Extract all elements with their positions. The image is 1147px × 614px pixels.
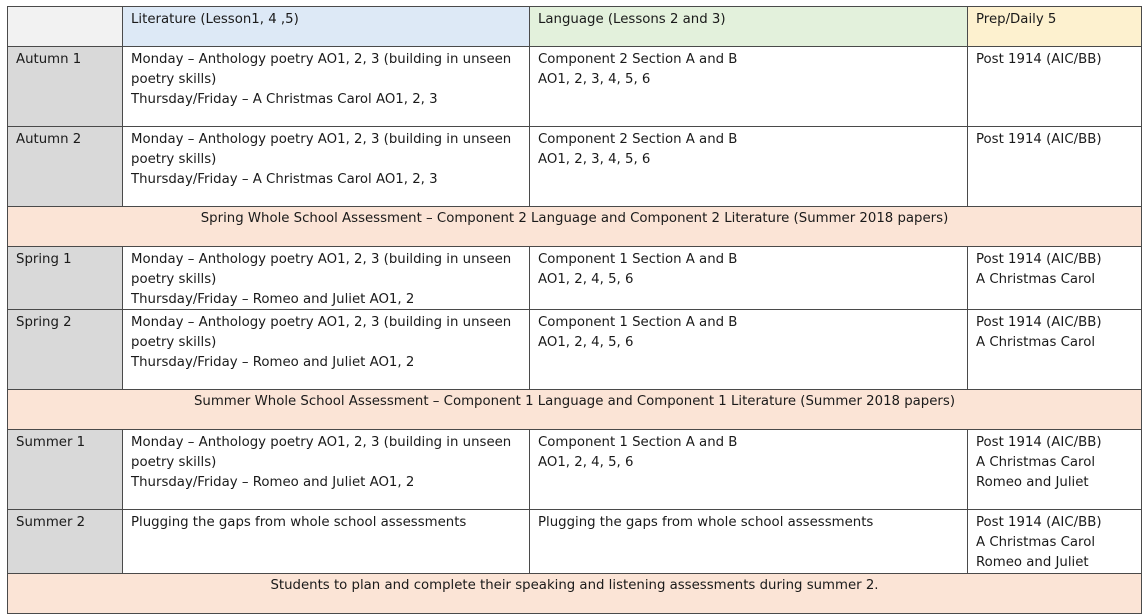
language-line: Component 1 Section A and B [538,315,738,331]
prep-cell [968,127,1142,207]
prep-line: Post 1914 (AIC/BB) [976,435,1102,451]
literature-line: Monday – Anthology poetry AO1, 2, 3 (building in unseen poetry skills) [131,132,512,167]
literature-line: Plugging the gaps from whole school assessments [131,515,467,531]
language-cell [530,510,968,573]
row-label: Summer 2 [8,510,123,573]
table-row [8,430,1142,510]
header-prep: Prep/Daily 5 [968,7,1142,47]
assessment-banner-row [8,207,1142,247]
literature-line: Thursday/Friday – A Christmas Carol AO1, 2, 3 [131,91,438,107]
prep-line: A Christmas Carol [976,271,1096,287]
prep-line: Post 1914 (AIC/BB) [976,132,1102,147]
prep-cell [968,510,1142,573]
assessment-banner: Summer Whole School Assessment – Component 1 Language and Component 1 Literature (Summer 2018 papers) [8,390,1142,430]
literature-cell [123,127,530,207]
assessment-banner-row [8,390,1142,430]
table-row [8,310,1142,390]
row-label: Spring 1 [8,247,123,310]
prep-line: A Christmas Carol [976,455,1096,471]
row-label: Spring 2 [8,310,123,390]
prep-line: Romeo and Juliet [976,474,1089,490]
literature-line: Monday – Anthology poetry AO1, 2, 3 (building in unseen poetry skills) [131,52,512,87]
header-literature: Literature (Lesson1, 4 ,5) [123,7,530,47]
row-label: Autumn 2 [8,127,123,207]
row-label: Autumn 1 [8,47,123,127]
literature-cell [123,247,530,310]
literature-cell [123,510,530,573]
language-line: AO1, 2, 4, 5, 6 [538,271,634,287]
literature-cell [123,310,530,390]
literature-line: Monday – Anthology poetry AO1, 2, 3 (building in unseen poetry skills) [131,315,512,351]
header-row [8,7,1142,47]
language-line: AO1, 2, 4, 5, 6 [538,335,634,351]
prep-cell [968,47,1142,127]
table-row [8,510,1142,573]
prep-cell [968,310,1142,390]
table-row [8,47,1142,127]
language-cell [530,310,968,390]
language-cell [530,247,968,310]
language-cell [530,430,968,510]
curriculum-table [7,6,1142,614]
assessment-banner: Students to plan and complete their speaking and listening assessments during summer 2. [8,573,1142,613]
language-line: Component 2 Section A and B [538,52,738,67]
language-cell [530,47,968,127]
row-label: Summer 1 [8,430,123,510]
assessment-banner-row [8,573,1142,613]
prep-line: Post 1914 (AIC/BB) [976,252,1102,267]
literature-line: Monday – Anthology poetry AO1, 2, 3 (building in unseen poetry skills) [131,252,512,287]
language-cell [530,127,968,207]
literature-line: Thursday/Friday – Romeo and Juliet AO1, 2 [131,474,415,490]
assessment-banner: Spring Whole School Assessment – Component 2 Language and Component 2 Literature (Summer 2018 papers) [8,207,1142,247]
prep-line: Post 1914 (AIC/BB) [976,515,1102,531]
table-row [8,127,1142,207]
header-corner-cell [8,7,123,47]
prep-line: A Christmas Carol [976,335,1096,351]
table-row [8,247,1142,310]
literature-line: Thursday/Friday – A Christmas Carol AO1, 2, 3 [131,171,438,187]
prep-line: Post 1914 (AIC/BB) [976,52,1102,67]
language-line: Component 2 Section A and B [538,132,738,147]
prep-cell [968,247,1142,310]
language-line: Component 1 Section A and B [538,252,738,267]
language-line: Component 1 Section A and B [538,435,738,451]
literature-cell [123,47,530,127]
prep-line: Post 1914 (AIC/BB) [976,315,1102,331]
literature-cell [123,430,530,510]
header-language: Language (Lessons 2 and 3) [530,7,968,47]
language-line: Plugging the gaps from whole school assessments [538,515,874,531]
literature-line: Thursday/Friday – Romeo and Juliet AO1, 2 [131,354,415,370]
prep-cell [968,430,1142,510]
prep-line: A Christmas Carol [976,535,1096,551]
literature-line: Thursday/Friday – Romeo and Juliet AO1, 2 [131,291,415,307]
language-line: AO1, 2, 3, 4, 5, 6 [538,151,651,167]
language-line: AO1, 2, 4, 5, 6 [538,455,634,471]
literature-line: Monday – Anthology poetry AO1, 2, 3 (building in unseen poetry skills) [131,435,512,471]
language-line: AO1, 2, 3, 4, 5, 6 [538,71,651,87]
prep-line: Romeo and Juliet [976,554,1089,570]
